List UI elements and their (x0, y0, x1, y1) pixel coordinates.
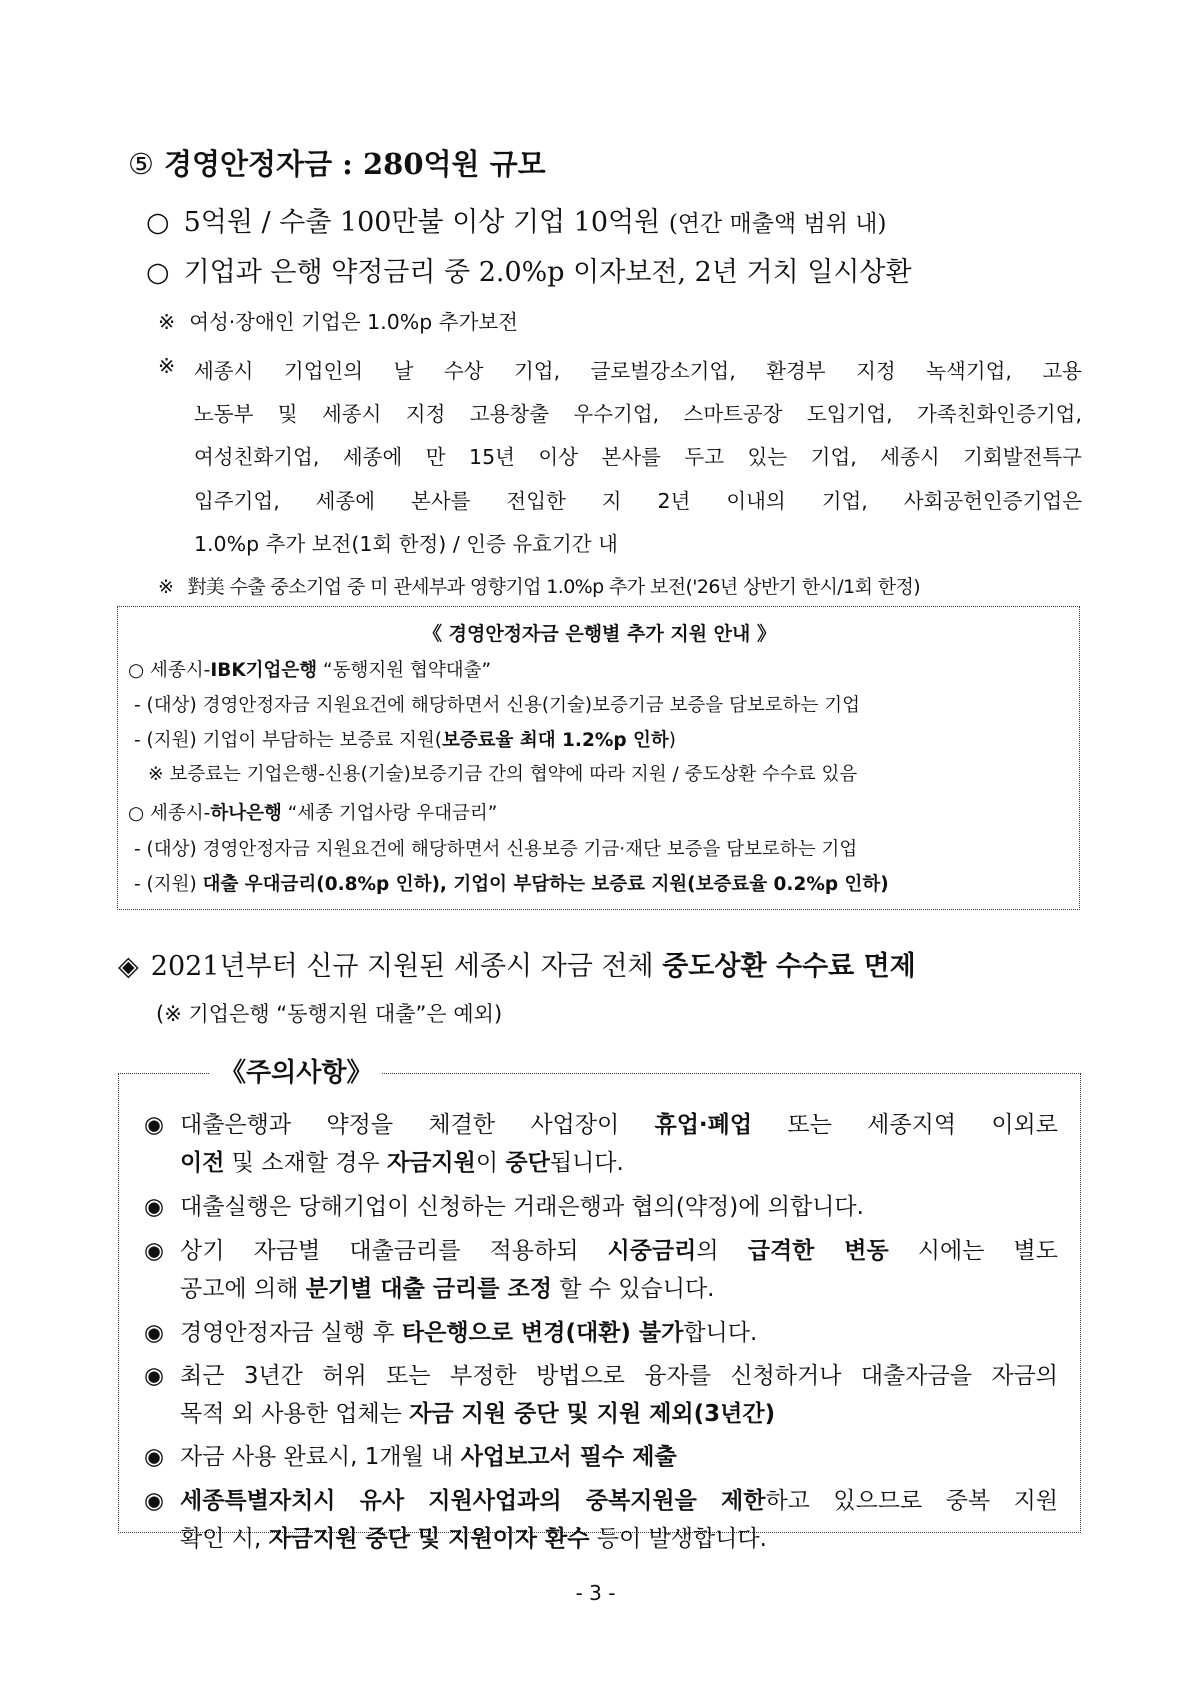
interest-text: 기업과 은행 약정금리 중 2.0%p 이자보전, 2년 거치 일시상환 (183, 257, 912, 288)
caution-title: 《주의사항》 (210, 1052, 382, 1089)
caution-text: 등이 발생합니다. (589, 1526, 767, 1552)
note-eligible-firms-mark (158, 354, 189, 378)
caution-item: ◉ 최근 3년간 허위 또는 부정한 방법으로 융자를 신청하거나 대출자금을 자금의 (144, 1363, 1058, 1389)
note-eligible-firms-line: 1.0%p 추가 보전(1회 한정) / 인증 유효기간 내 (194, 532, 618, 556)
section-title: 경영안정자금 : (164, 147, 363, 181)
ibk-support: - (지원) 기업이 부담하는 보증료 지원(보증료율 최대 1.2%p 인하) (134, 730, 676, 751)
note-eligible-firms-line: 노동부 및 세종시 지정 고용창출 우수기업, 스마트공장 도입기업, 가족친화인증기업, (194, 402, 1082, 426)
interest-item (146, 250, 912, 289)
reference-mark-icon: ※ (158, 576, 174, 598)
caution-item: ◉ 상기 자금별 대출금리를 적용하되 시중금리의 급격한 변동 시에는 별도 (144, 1238, 1058, 1264)
fisheye-bullet-icon: ◉ (144, 1194, 165, 1220)
section-number-marker: ⑤ (128, 147, 154, 181)
circle-bullet-icon: ○ (146, 257, 170, 288)
hana-target: - (대상) 경영안정자금 지원요건에 해당하면서 신용보증 기금·재단 보증을 담보로하는 기업 (134, 839, 858, 860)
bank-name: IBK기업은행 (210, 660, 318, 681)
ibk-note: ※ 보증료는 기업은행-신용(기술)보증기금 간의 협약에 따라 지원 / 중도상환 수수료 있음 (148, 764, 858, 785)
caution-text: 자금지원 중단 및 지원이자 환수 (268, 1526, 590, 1552)
caution-item: ◉ 자금 사용 완료시, 1개월 내 사업보고서 필수 제출 (144, 1444, 677, 1470)
caution-item-cont: 목적 외 사용한 업체는 자금 지원 중단 및 지원 제외(3년간) (180, 1401, 776, 1427)
exemption-line: ◈ 2021년부터 신규 지원된 세종시 자금 전체 중도상환 수수료 면제 (118, 951, 916, 982)
exemption-exception: (※ 기업은행 “동행지원 대출”은 예외) (156, 1002, 503, 1026)
hana-heading: ○ 세종시-하나은행 “세종 기업사랑 우대금리” (128, 803, 498, 824)
bank-support-title: 《 경영안정자금 은행별 추가 지원 안내 》 (423, 623, 776, 645)
fisheye-bullet-icon: ◉ (144, 1320, 165, 1346)
section-heading (128, 142, 546, 183)
caution-item: ◉ 대출실행은 당해기업이 신청하는 거래은행과 협의(약정)에 의합니다. (144, 1194, 864, 1220)
loan-limit-text: 5억원 / 수출 100만불 이상 기업 10억원 (183, 207, 661, 238)
circle-bullet-icon: ○ (128, 803, 145, 824)
loan-limit-item (146, 200, 886, 239)
caution-text: 확인 시, (180, 1526, 269, 1552)
note-women-disabled: ※ 여성·장애인 기업은 1.0%p 추가보전 (158, 310, 518, 334)
page-number: - 3 - (575, 1581, 616, 1605)
caution-item: ◉ 경영안정자금 실행 후 타은행으로 변경(대환) 불가합니다. (144, 1320, 758, 1346)
diamond-bullet-icon: ◈ (118, 951, 139, 982)
loan-limit-note: (연간 매출액 범위 내) (668, 211, 887, 237)
bank-support-box (117, 606, 1080, 910)
section-amount: 280억원 규모 (362, 147, 546, 181)
note-eligible-firms-line: 여성친화기업, 세종에 만 15년 이상 본사를 두고 있는 기업, 세종시 기회발전특구 (194, 445, 1082, 469)
caution-item-cont: 공고에 의해 분기별 대출 금리를 조정 할 수 있습니다. (180, 1276, 715, 1302)
caution-item: ◉ 세종특별자치시 유사 지원사업과의 중복지원을 제한하고 있으므로 중복 지원 (144, 1488, 1058, 1514)
fisheye-bullet-icon: ◉ (144, 1363, 165, 1389)
exemption-highlight: 중도상환 수수료 면제 (662, 951, 916, 982)
caution-item: ◉ 대출은행과 약정을 체결한 사업장이 휴업·폐업 또는 세종지역 이외로 (144, 1112, 1058, 1138)
caution-item-cont (180, 1520, 767, 1553)
fisheye-bullet-icon: ◉ (144, 1444, 165, 1470)
note-eligible-firms-line: 입주기업, 세종에 본사를 전입한 지 2년 이내의 기업, 사회공헌인증기업은 (194, 489, 1082, 513)
circle-bullet-icon: ○ (146, 207, 170, 238)
reference-mark-icon: ※ (158, 310, 176, 334)
caution-item-cont: 이전 및 소재할 경우 자금지원이 중단됩니다. (180, 1150, 624, 1176)
reference-mark-icon: ※ (158, 354, 176, 378)
ibk-heading: ○ 세종시-IBK기업은행 “동행지원 협약대출” (128, 660, 492, 681)
fisheye-bullet-icon: ◉ (144, 1112, 165, 1138)
circle-bullet-icon: ○ (128, 660, 145, 681)
fisheye-bullet-icon: ◉ (144, 1238, 165, 1264)
hana-support: - (지원) 대출 우대금리(0.8%p 인하), 기업이 부담하는 보증료 지원(보증료율 0.2%p 인하) (134, 874, 889, 895)
note-us-exporters: ※ 對美 수출 중소기업 중 미 관세부과 영향기업 1.0%p 추가 보전('26년 상반기 한시/1회 한정) (158, 576, 921, 598)
bank-name: 하나은행 (210, 803, 282, 824)
fisheye-bullet-icon: ◉ (144, 1488, 165, 1514)
note-eligible-firms-line: 세종시 기업인의 날 수상 기업, 글로벌강소기업, 환경부 지정 녹색기업, 고용 (194, 359, 1082, 383)
ibk-target: - (대상) 경영안정자금 지원요건에 해당하면서 신용(기술)보증기금 보증을 담보로하는 기업 (134, 695, 860, 716)
